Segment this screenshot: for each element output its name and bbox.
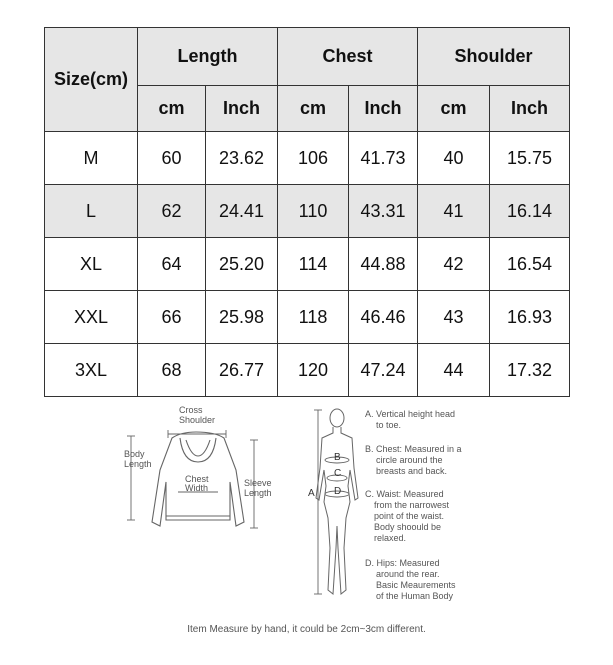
legend-a-line: to toe. (376, 420, 402, 430)
table-cell: 42 (418, 238, 490, 291)
sleeve-length-label: Sleeve (244, 478, 272, 488)
table-cell: 16.93 (490, 291, 570, 344)
legend-a-line: A. Vertical height head (365, 409, 456, 419)
table-cell: 118 (278, 291, 349, 344)
body-figure (316, 409, 358, 594)
table-cell: 41 (418, 185, 490, 238)
table-cell: 25.98 (206, 291, 278, 344)
size-cell: M (45, 132, 138, 185)
table-cell: 66 (138, 291, 206, 344)
chest-width-label: Chest (185, 474, 209, 484)
marker-b: B (334, 452, 341, 463)
sleeve-length-label: Length (244, 488, 272, 498)
unit-header: cm (278, 86, 349, 132)
legend-b-line: circle around the (376, 455, 443, 465)
table-cell: 110 (278, 185, 349, 238)
legend-c-line: relaxed. (374, 533, 407, 543)
table-cell: 114 (278, 238, 349, 291)
cross-shoulder-label: Cross (179, 405, 203, 415)
measurement-legend (365, 409, 462, 601)
shoulder-header: Shoulder (418, 28, 570, 86)
table-cell: 46.46 (349, 291, 418, 344)
size-header: Size(cm) (45, 28, 138, 132)
table-cell: 44 (418, 344, 490, 397)
table-cell: 41.73 (349, 132, 418, 185)
marker-a: A (308, 488, 315, 499)
table-cell: 25.20 (206, 238, 278, 291)
table-cell: 60 (138, 132, 206, 185)
legend-c-line: from the narrowest (374, 500, 450, 510)
marker-d: D (334, 486, 342, 497)
table-cell: 44.88 (349, 238, 418, 291)
table-cell: 16.14 (490, 185, 570, 238)
size-chart-table (44, 27, 570, 397)
table-cell: 64 (138, 238, 206, 291)
marker-c: C (334, 468, 342, 479)
head-icon (330, 409, 344, 427)
table-row (45, 132, 570, 185)
table-cell: 106 (278, 132, 349, 185)
table-cell: 23.62 (206, 132, 278, 185)
table-cell: 24.41 (206, 185, 278, 238)
unit-header: Inch (349, 86, 418, 132)
legend-c-line: C. Waist: Measured (365, 489, 444, 499)
unit-header: Inch (206, 86, 278, 132)
table-cell: 40 (418, 132, 490, 185)
size-cell: 3XL (45, 344, 138, 397)
cross-shoulder-label: Shoulder (179, 415, 216, 425)
legend-d-line: D. Hips: Measured (365, 558, 440, 568)
size-cell: L (45, 185, 138, 238)
hood-inner-icon (186, 440, 210, 456)
legend-d-line: around the rear. (376, 569, 440, 579)
legend-d-line: of the Human Body (376, 591, 454, 601)
body-length-label: Length (124, 459, 152, 469)
hood-icon (180, 438, 216, 462)
table-cell: 68 (138, 344, 206, 397)
size-cell: XL (45, 238, 138, 291)
table-cell: 62 (138, 185, 206, 238)
unit-header: cm (138, 86, 206, 132)
table-cell: 17.32 (490, 344, 570, 397)
table-cell: 26.77 (206, 344, 278, 397)
legend-c-line: Body shoould be (374, 522, 442, 532)
table-cell: 43 (418, 291, 490, 344)
body-length-label: Body (124, 449, 145, 459)
body-measure-lines (314, 410, 349, 594)
table-cell: 16.54 (490, 238, 570, 291)
size-cell: XXL (45, 291, 138, 344)
table-row (45, 291, 570, 344)
table-row (45, 185, 570, 238)
chest-header: Chest (278, 28, 418, 86)
legend-b-line: B. Chest: Measured in a (365, 444, 462, 454)
table-cell: 15.75 (490, 132, 570, 185)
length-header: Length (138, 28, 278, 86)
legend-b-line: breasts and back. (376, 466, 448, 476)
table-cell: 120 (278, 344, 349, 397)
measurement-note: Item Measure by hand, it could be 2cm~3cm different. (187, 624, 426, 635)
table-cell: 43.31 (349, 185, 418, 238)
legend-d-line: Basic Meaurements (376, 580, 456, 590)
table-cell: 47.24 (349, 344, 418, 397)
table-row (45, 344, 570, 397)
legend-c-line: point of the waist. (374, 511, 445, 521)
unit-header: Inch (490, 86, 570, 132)
table-row (45, 238, 570, 291)
chest-width-label: Width (185, 483, 209, 493)
unit-header: cm (418, 86, 490, 132)
